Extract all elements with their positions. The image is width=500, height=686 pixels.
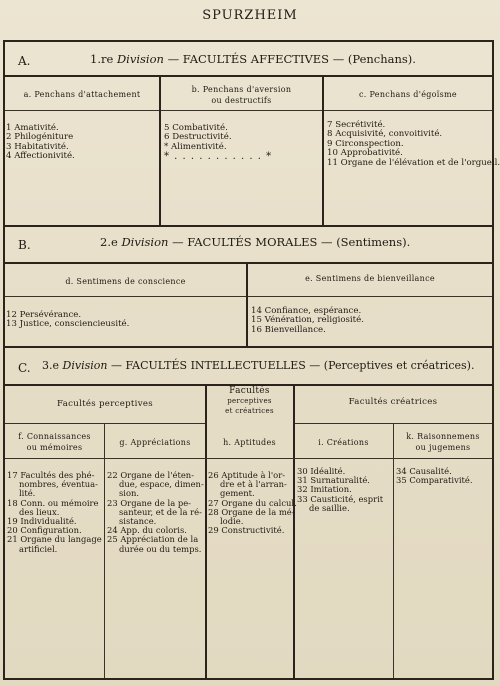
section-b-divider <box>246 264 248 346</box>
column-header-k-line1: k. Raisonnemens <box>406 432 480 441</box>
column-header-b-line2: ou destructifs <box>211 96 272 105</box>
section-c-division-word: Division <box>62 359 108 372</box>
section-a-letter: A. <box>18 54 31 68</box>
list-item: 5 Combativité. <box>164 123 228 133</box>
list-item: 34 Causalité. <box>396 466 452 476</box>
list-item: 32 Imitation. <box>297 484 352 495</box>
list-item: 29 Constructivité. <box>208 525 285 536</box>
list-item: 17 Facultés des phé- <box>7 470 95 480</box>
list-e <box>251 307 364 335</box>
list-item: 33 Causticité, esprit <box>297 493 384 504</box>
section-c-group-rule-left <box>5 423 205 424</box>
section-a-division-word: Division <box>116 52 164 66</box>
list-item: 22 Organe de l'éten- <box>107 470 195 480</box>
list-item: 1 Amativité. <box>6 123 59 133</box>
list-d <box>6 311 129 330</box>
list-item: 27 Organe du calcul. <box>208 497 297 508</box>
column-header-i: i. Créations <box>318 438 369 447</box>
list-item: santeur, et de la ré- <box>119 506 202 517</box>
column-header-f-line2: ou mémoires <box>26 443 83 452</box>
column-header-e: e. Sentimens de bienveillance <box>305 274 435 283</box>
dotted-line: * . . . . . . . . . . . * <box>164 151 273 163</box>
section-b-division-word: Division <box>121 235 169 249</box>
list-item: lodie. <box>220 516 244 527</box>
section-b-division-num: 2.e <box>100 235 118 249</box>
list-item: 25 Appréciation de la <box>107 534 199 545</box>
group-header-perceptives: Facultés perceptives <box>57 399 153 409</box>
column-header-h: h. Aptitudes <box>223 438 276 447</box>
list-item: 21 Organe du langage <box>7 534 102 545</box>
list-item: 18 Conn. ou mémoire <box>7 497 99 508</box>
group-header-mixtes-line1: Facultés <box>229 386 270 396</box>
list-item: de saillie. <box>309 502 350 513</box>
column-header-a: a. Penchans d'attachement <box>23 90 141 99</box>
group-header-mixtes-line2: perceptives <box>227 397 272 405</box>
column-header-k-line2: ou jugemens <box>415 443 471 452</box>
list-item: 9 Circonspection. <box>327 138 404 149</box>
list-i <box>297 467 383 513</box>
section-b-letter: B. <box>18 238 31 252</box>
section-c-heading <box>42 359 474 372</box>
section-c-divider-ik <box>393 424 394 678</box>
list-item: 7 Secrétivité. <box>327 120 386 130</box>
list-item: 26 Aptitude à l'or- <box>208 470 286 480</box>
column-header-f-line1: f. Connaissances <box>18 432 91 441</box>
list-item: 16 Bienveillance. <box>251 324 326 335</box>
list-item: * Alimentivité. <box>164 141 227 152</box>
list-item: 31 Surnaturalité. <box>297 475 370 486</box>
section-a-heading <box>90 52 416 66</box>
list-k <box>396 467 473 485</box>
column-header-g: g. Appréciations <box>119 438 191 447</box>
list-item: 13 Justice, consciencieusité. <box>6 319 130 330</box>
section-a-heading-text: — FACULTÉS AFFECTIVES — (Penchans). <box>167 52 416 66</box>
list-g <box>107 471 204 554</box>
section-a-rule <box>5 75 492 77</box>
section-c-header-rule <box>5 458 492 459</box>
section-c-division-num: 3.e <box>42 359 60 372</box>
list-item: durée ou du temps. <box>119 543 202 554</box>
list-item: 10 Approbativité. <box>327 148 403 159</box>
list-item: 30 Idéalité. <box>297 466 346 476</box>
list-h <box>208 471 297 535</box>
list-item: sistance. <box>119 516 157 527</box>
column-header-b <box>162 84 321 106</box>
group-header-mixtes-line3: et créatrices <box>225 407 274 415</box>
section-a-header-rule <box>5 110 492 111</box>
section-c-heading-text: — FACULTÉS INTELLECTUELLES — (Perceptives et créatrices). <box>110 359 475 372</box>
column-header-d: d. Sentimens de conscience <box>65 277 186 286</box>
group-header-mixtes <box>207 386 292 416</box>
section-a-divider-1 <box>159 77 161 225</box>
list-item: 20 Configuration. <box>7 525 82 536</box>
section-b-rule <box>5 262 492 264</box>
list-item: 3 Habitativité. <box>6 141 69 152</box>
list-item: dre et à l'arran- <box>220 479 287 490</box>
list-c <box>327 121 500 168</box>
list-item: 15 Vénération, religiosité. <box>251 315 364 326</box>
page-title: SPURZHEIM <box>202 8 298 23</box>
column-header-k <box>395 431 491 453</box>
column-header-f <box>6 431 103 453</box>
section-b-header-rule <box>5 296 492 297</box>
section-b-heading <box>100 235 410 249</box>
group-header-creatrices: Facultés créatrices <box>348 397 438 407</box>
section-b-top-rule <box>5 225 492 227</box>
section-b-heading-text: — FACULTÉS MORALES — (Sentimens). <box>172 235 411 249</box>
list-item: 4 Affectionivité. <box>6 151 75 162</box>
list-item: 14 Confiance, espérance. <box>251 306 362 316</box>
list-f <box>7 471 102 554</box>
list-item: gement. <box>220 488 255 499</box>
section-a-division-num: 1.re <box>90 52 114 66</box>
section-a-divider-2 <box>322 77 324 225</box>
list-item: 12 Persévérance. <box>6 310 82 320</box>
list-item: nombres, éventua- <box>19 479 98 490</box>
section-c-letter: C. <box>18 361 31 375</box>
list-item: 8 Acquisivité, convoitivité. <box>327 129 443 140</box>
list-item: artificiel. <box>19 543 58 554</box>
list-item: due, espace, dimen- <box>119 479 204 490</box>
list-item: 11 Organe de l'élévation et de l'orgueil. <box>327 157 500 168</box>
section-c-divider-fg <box>104 424 105 678</box>
list-item: lité. <box>19 488 36 499</box>
list-item: sion. <box>119 488 140 499</box>
section-c-divider-mixtes-left <box>205 386 207 678</box>
list-item: 23 Organe de la pe- <box>107 497 192 508</box>
list-item: 19 Individualité. <box>7 516 77 527</box>
list-item: 6 Destructivité. <box>164 132 232 143</box>
list-item: 24 App. du coloris. <box>107 525 187 536</box>
column-header-c: c. Penchans d'égoïsme <box>359 90 457 99</box>
list-item: 2 Philogéniture <box>6 132 74 143</box>
list-item: 28 Organe de la mé- <box>208 506 295 517</box>
list-item: 35 Comparativité. <box>396 475 473 486</box>
list-b <box>164 124 272 162</box>
column-header-b-line1: b. Penchans d'aversion <box>191 85 292 94</box>
list-item: des lieux. <box>19 506 60 517</box>
section-c-top-rule <box>5 346 492 348</box>
list-a <box>6 124 75 162</box>
